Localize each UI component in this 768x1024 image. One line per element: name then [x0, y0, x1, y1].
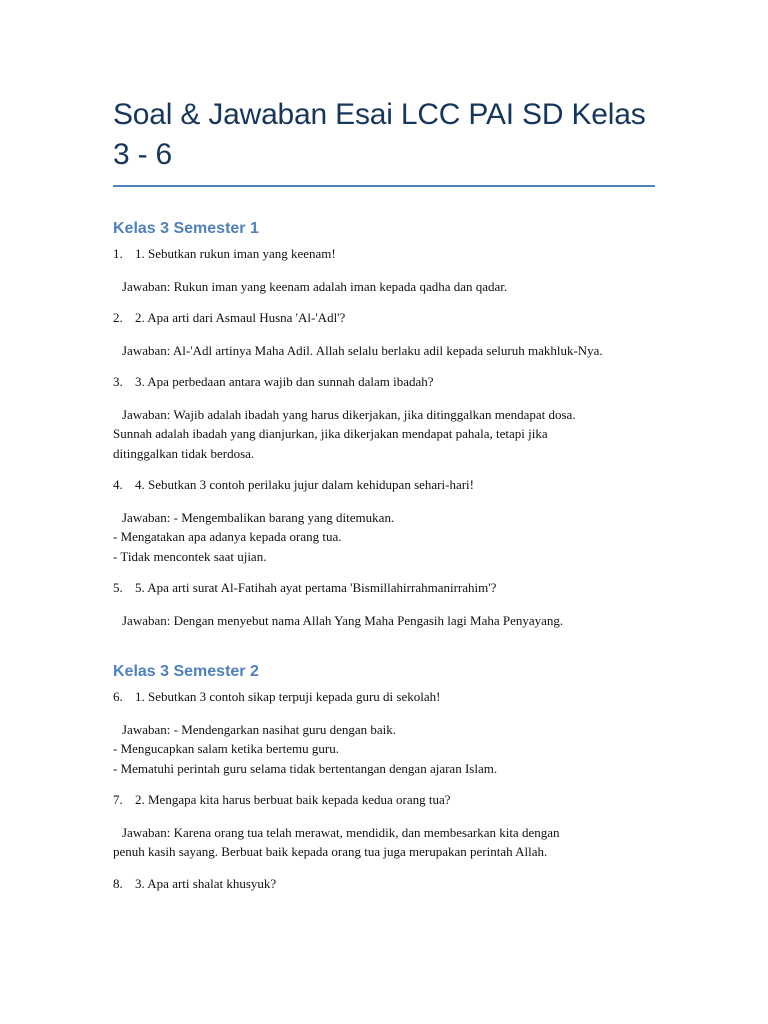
answer-line: - Mematuhi perintah guru selama tidak bertentangan dengan ajaran Islam. [113, 760, 498, 776]
question-text: 3. Apa arti shalat khusyuk? [135, 875, 277, 891]
answer-block [113, 611, 655, 631]
question-text: 3. Apa perbedaan antara wajib dan sunnah dalam ibadah? [135, 374, 434, 389]
section-heading: Kelas 3 Semester 2 [113, 663, 259, 680]
answer-block [113, 341, 655, 361]
answer-block [113, 508, 655, 567]
answer-line: Jawaban: Karena orang tua telah merawat, mendidik, dan membesarkan kita dengan [122, 824, 560, 840]
answer-line: - Tidak mencontek saat ujian. [113, 548, 267, 564]
question-text: 1. Sebutkan rukun iman yang keenam! [135, 246, 336, 261]
question-text: 2. Apa arti dari Asmaul Husna 'Al-'Adl'? [135, 310, 346, 325]
question-item [113, 308, 655, 328]
question-item [113, 244, 655, 264]
answer-block [113, 277, 655, 297]
answer-line: Jawaban: Wajib adalah ibadah yang harus dikerjakan, jika ditinggalkan mendapat dosa. [122, 406, 576, 422]
question-text: 4. Sebutkan 3 contoh perilaku jujur dalam kehidupan sehari-hari! [135, 477, 474, 492]
question-item [113, 578, 655, 598]
question-text: 2. Mengapa kita harus berbuat baik kepada kedua orang tua? [135, 792, 451, 807]
answer-line: - Mengucapkan salam ketika bertemu guru. [113, 741, 339, 756]
question-number: 6. [113, 689, 123, 704]
question-number: 4. [113, 477, 123, 492]
question-number: 3. [113, 374, 123, 389]
section-heading: Kelas 3 Semester 1 [113, 220, 259, 237]
question-item [113, 687, 655, 707]
question-item [113, 874, 655, 894]
document-page [113, 0, 655, 893]
question-number: 2. [113, 310, 123, 325]
question-number: 8. [113, 875, 123, 891]
answer-block [113, 720, 655, 779]
question-text: 5. Apa arti surat Al-Fatihah ayat pertama 'Bismillahirrahmanirrahim'? [135, 580, 497, 595]
answer-block [113, 823, 655, 862]
question-item [113, 790, 655, 810]
answer-line: penuh kasih sayang. Berbuat baik kepada orang tua juga merupakan perintah Allah. [113, 844, 548, 859]
question-number: 1. [113, 246, 123, 261]
answer-line: Jawaban: - Mendengarkan nasihat guru dengan baik. [122, 721, 396, 737]
question-number: 7. [113, 792, 123, 807]
question-text: 1. Sebutkan 3 contoh sikap terpuji kepada guru di sekolah! [135, 689, 441, 704]
document-title: Soal & Jawaban Esai LCC PAI SD Kelas 3 - 6 [113, 98, 646, 171]
answer-line: Jawaban: Al-'Adl artinya Maha Adil. Allah selalu berlaku adil kepada seluruh makhluk-Nya. [122, 342, 603, 358]
answer-block [113, 405, 655, 464]
answer-line: Jawaban: - Mengembalikan barang yang ditemukan. [122, 509, 395, 525]
answer-line: Jawaban: Dengan menyebut nama Allah Yang Maha Pengasih lagi Maha Penyayang. [122, 612, 564, 628]
answer-line: ditinggalkan tidak berdosa. [113, 445, 255, 461]
question-item [113, 372, 655, 392]
title-divider [113, 185, 655, 187]
question-item [113, 475, 655, 495]
question-number: 5. [113, 580, 123, 595]
answer-line: - Mengatakan apa adanya kepada orang tua. [113, 529, 342, 544]
answer-line: Sunnah adalah ibadah yang dianjurkan, jika dikerjakan mendapat pahala, tetapi jika [113, 426, 548, 441]
answer-line: Jawaban: Rukun iman yang keenam adalah iman kepada qadha dan qadar. [122, 278, 508, 294]
